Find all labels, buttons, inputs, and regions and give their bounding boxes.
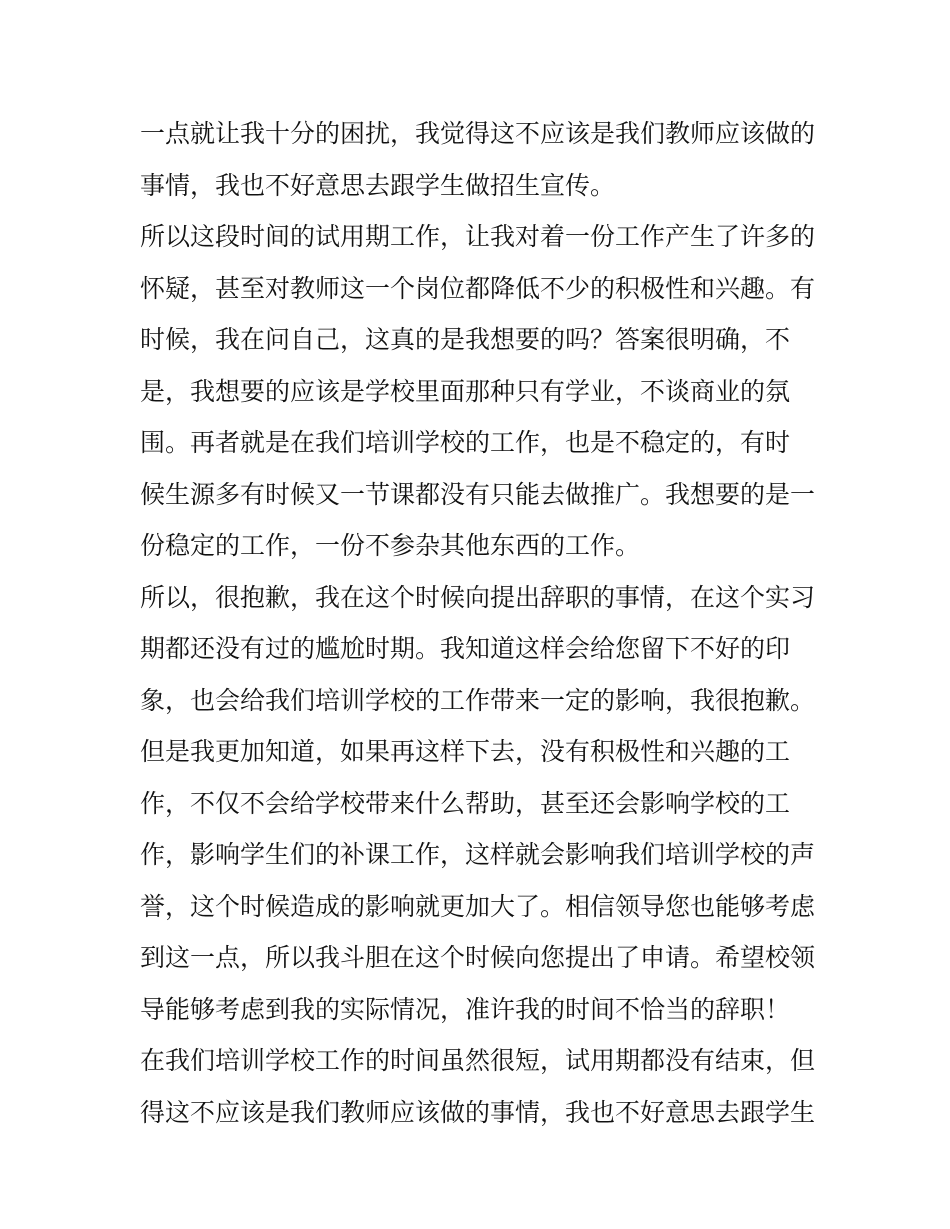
text-line: 导能够考虑到我的实际情况，准许我的时间不恰当的辞职！ <box>140 994 791 1024</box>
text-line: 得这不应该是我们教师应该做的事情，我也不好意思去跟学生 <box>140 1097 816 1127</box>
text-line: 到这一点，所以我斗胆在这个时候向您提出了申请。希望校领 <box>140 943 816 972</box>
text-line: 在我们培训学校工作的时间虽然很短，试用期都没有结束，但 <box>140 1046 816 1075</box>
text-line: 作，影响学生们的补课工作，这样就会影响我们培训学校的声 <box>140 840 816 869</box>
text-line: 所以，很抱歉，我在这个时候向提出辞职的事情，在这个实习 <box>140 582 816 612</box>
text-line: 但是我更加知道，如果再这样下去，没有积极性和兴趣的工 <box>140 737 791 766</box>
text-line: 围。再者就是在我们培训学校的工作，也是不稳定的，有时 <box>140 428 791 457</box>
document-body <box>140 108 820 1138</box>
text-line: 怀疑，甚至对教师这一个岗位都降低不少的积极性和兴趣。有 <box>140 273 816 303</box>
text-line: 事情，我也不好意思去跟学生做招生宣传。 <box>140 170 616 200</box>
text-line: 候生源多有时候又一节课都没有只能去做推广。我想要的是一 <box>140 479 816 509</box>
text-line: 是，我想要的应该是学校里面那种只有学业，不谈商业的氛 <box>140 376 791 406</box>
text-line: 期都还没有过的尴尬时期。我知道这样会给您留下不好的印 <box>140 634 791 663</box>
text-line: 象，也会给我们培训学校的工作带来一定的影响，我很抱歉。 <box>140 685 816 715</box>
text-line: 誉，这个时候造成的影响就更加大了。相信领导您也能够考虑 <box>140 891 816 921</box>
text-line: 一点就让我十分的困扰，我觉得这不应该是我们教师应该做的 <box>140 119 816 148</box>
text-line: 所以这段时间的试用期工作，让我对着一份工作产生了许多的 <box>140 222 816 251</box>
text-line: 份稳定的工作，一份不参杂其他东西的工作。 <box>140 531 641 560</box>
text-line: 时候，我在问自己，这真的是我想要的吗？答案很明确，不 <box>140 325 791 354</box>
text-line: 作，不仅不会给学校带来什么帮助，甚至还会影响学校的工 <box>140 788 791 818</box>
